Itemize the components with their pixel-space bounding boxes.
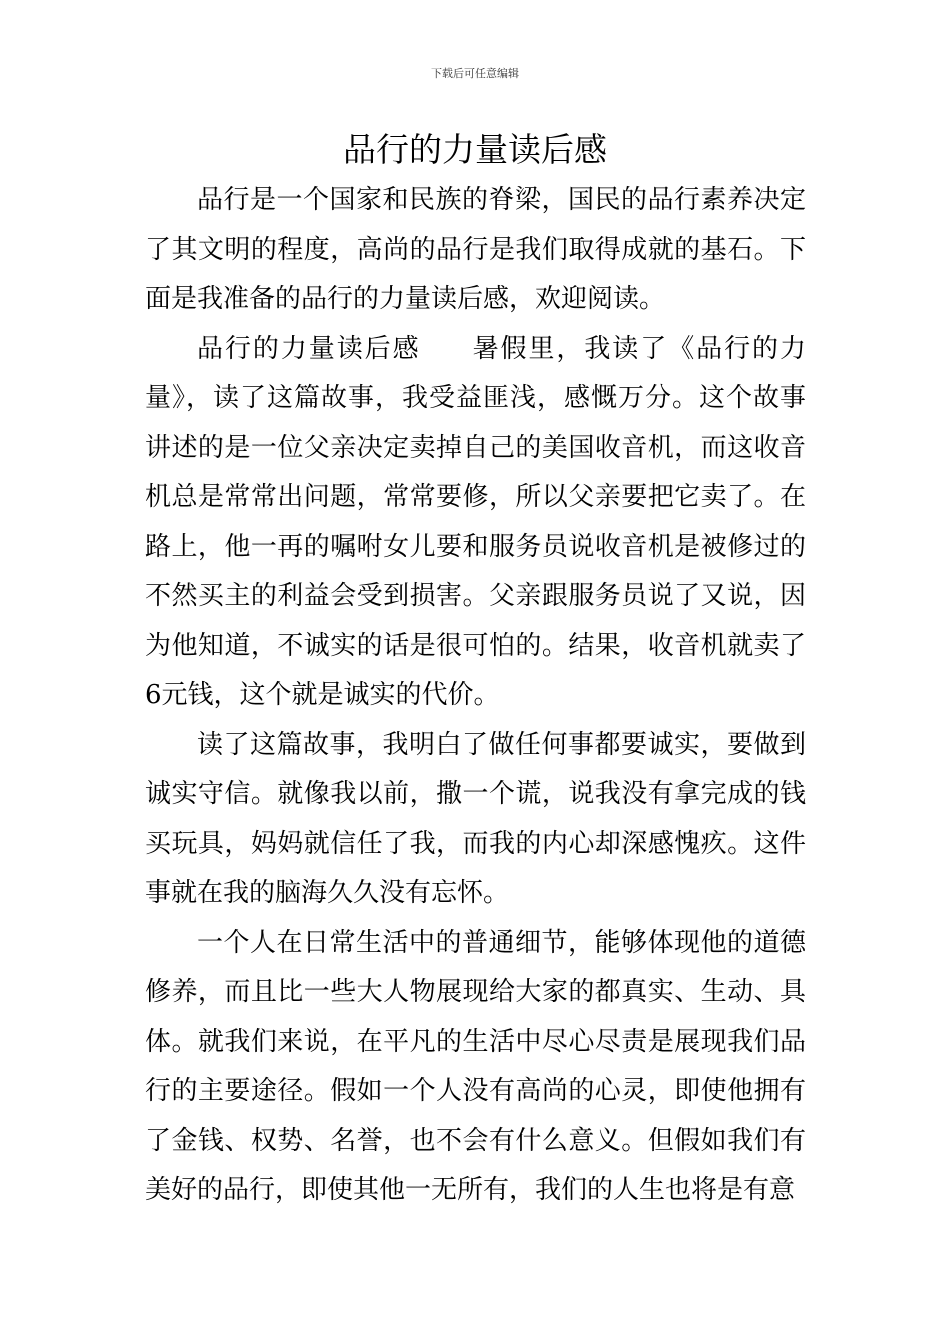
paragraph-text: 一个人在日常生活中的普通细节，能够体现他的道德修养，而且比一些大人物展现给大家的都真实、生动、具体。就我们来说，在平凡的生活中尽心尽责是展现我们品行的主要途径。假如一个人没有高尚的心灵，即使他拥有了金钱、权势、名誉，也不会有什么意义。但假如我们有美好的品行，即使其他一无所有，我们的人生也将是有意 [145,927,806,1205]
document-body [145,176,806,1216]
paragraph-text: 暑假里，我读了《品行的力量》，读了这篇故事，我受益匪浅，感慨万分。这个故事讲述的是一位父亲决定卖掉自己的美国收音机，而这收音机总是常常出问题，常常要修，所以父亲要把它卖了。在路上，他一再的嘱咐女儿要和服务员说收音机是被修过的不然买主的利益会受到损害。父亲跟服务员说了又说，因为他知道，不诚实的话是很可怕的。结果，收音机就卖了6元钱，这个就是诚实的代价。 [145,333,806,710]
paragraph-text: 品行是一个国家和民族的脊梁，国民的品行素养决定了其文明的程度，高尚的品行是我们取得成就的基石。下面是我准备的品行的力量读后感，欢迎阅读。 [145,185,806,314]
paragraph-text: 读了这篇故事，我明白了做任何事都要诚实，要做到诚实守信。就像我以前，撒一个谎，说我没有拿完成的钱买玩具，妈妈就信任了我，而我的内心却深感愧疚。这件事就在我的脑海久久没有忘怀。 [145,729,806,908]
paragraph-story [145,325,806,721]
header-note: 下载后可任意编辑 [431,67,519,80]
inline-heading: 品行的力量读后感 [197,333,421,364]
paragraph-reflection [145,721,806,919]
paragraph-conclusion [145,919,806,1216]
paragraph-intro [145,176,806,325]
document-title: 品行的力量读后感 [343,130,607,169]
